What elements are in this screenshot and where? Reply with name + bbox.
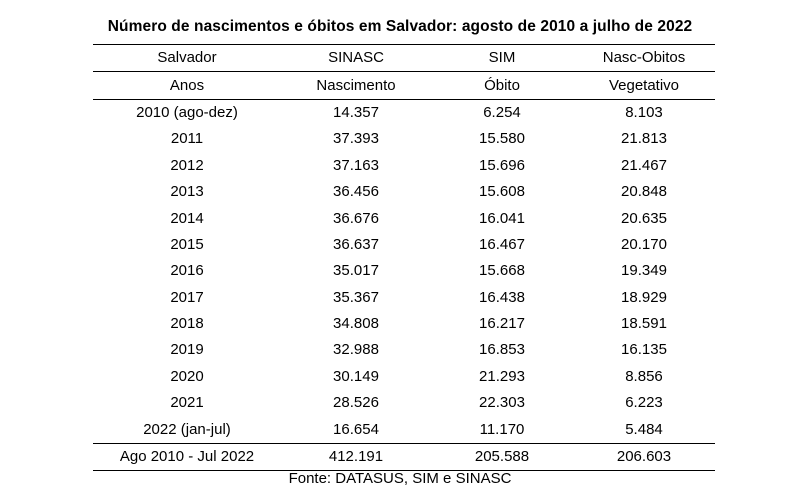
table-row xyxy=(93,99,715,126)
growth-cell: 18.591 xyxy=(621,315,667,333)
births-cell: 37.393 xyxy=(333,130,379,148)
total-births-cell: 412.191 xyxy=(281,443,431,470)
header-cell: Nasc-Obitos xyxy=(573,45,715,72)
growth-cell: 20.170 xyxy=(621,235,667,253)
births-deaths-table xyxy=(93,44,715,471)
header-cell: Vegetativo xyxy=(573,72,715,99)
births-cell: 35.367 xyxy=(333,288,379,306)
year-cell: 2019 xyxy=(170,341,204,359)
growth-cell: 21.467 xyxy=(621,156,667,174)
year-cell: 2016 xyxy=(170,262,204,280)
header-cell: Salvador xyxy=(93,45,281,72)
year-cell: 2014 xyxy=(170,209,204,227)
table-row xyxy=(93,390,715,416)
deaths-cell: 15.608 xyxy=(479,183,525,201)
table-row xyxy=(93,232,715,258)
table-row xyxy=(93,179,715,205)
year-cell: 2012 xyxy=(170,156,204,174)
deaths-cell: 16.853 xyxy=(479,341,525,359)
growth-cell: 16.135 xyxy=(621,341,667,359)
table-row xyxy=(93,126,715,152)
total-deaths-cell: 205.588 xyxy=(431,443,573,470)
source-note: Fonte: DATASUS, SIM e SINASC xyxy=(288,470,512,487)
births-cell: 36.637 xyxy=(333,235,379,253)
table-row xyxy=(93,416,715,443)
header-cell: Anos xyxy=(93,72,281,99)
year-cell: 2022 (jan-jul) xyxy=(143,420,231,438)
growth-cell: 21.813 xyxy=(621,130,667,148)
growth-cell: 18.929 xyxy=(621,288,667,306)
deaths-cell: 16.217 xyxy=(479,315,525,333)
table-row xyxy=(93,205,715,231)
births-cell: 28.526 xyxy=(333,394,379,412)
births-cell: 32.988 xyxy=(333,341,379,359)
growth-cell: 8.856 xyxy=(625,367,663,385)
table-row xyxy=(93,364,715,390)
births-cell: 36.676 xyxy=(333,209,379,227)
deaths-cell: 16.438 xyxy=(479,288,525,306)
total-growth-cell: 206.603 xyxy=(573,443,715,470)
deaths-cell: 16.041 xyxy=(479,209,525,227)
year-cell: 2017 xyxy=(170,288,204,306)
table-row xyxy=(93,285,715,311)
header-row-source xyxy=(93,45,715,72)
births-cell: 30.149 xyxy=(333,367,379,385)
year-cell: 2015 xyxy=(170,235,204,253)
table-row xyxy=(93,153,715,179)
deaths-cell: 15.580 xyxy=(479,130,525,148)
deaths-cell: 21.293 xyxy=(479,367,525,385)
total-row xyxy=(93,443,715,470)
growth-cell: 8.103 xyxy=(573,99,715,126)
header-cell: Óbito xyxy=(431,72,573,99)
births-cell: 16.654 xyxy=(333,420,379,438)
deaths-cell: 22.303 xyxy=(479,394,525,412)
deaths-cell: 11.170 xyxy=(479,420,525,438)
growth-cell: 6.223 xyxy=(625,394,663,412)
year-cell: 2011 xyxy=(170,130,204,148)
growth-cell: 19.349 xyxy=(621,262,667,280)
growth-cell: 5.484 xyxy=(625,420,663,438)
table-row xyxy=(93,258,715,284)
growth-cell: 20.848 xyxy=(621,183,667,201)
deaths-cell: 15.696 xyxy=(479,156,525,174)
header-cell: SIM xyxy=(431,45,573,72)
header-cell: SINASC xyxy=(281,45,431,72)
year-cell: 2020 xyxy=(170,367,204,385)
total-period-cell: Ago 2010 - Jul 2022 xyxy=(93,443,281,470)
year-cell: 2013 xyxy=(170,183,204,201)
growth-cell: 20.635 xyxy=(621,209,667,227)
year-cell: 2021 xyxy=(170,394,204,412)
births-cell: 36.456 xyxy=(333,183,379,201)
deaths-cell: 6.254 xyxy=(431,99,573,126)
year-cell: 2010 (ago-dez) xyxy=(93,99,281,126)
deaths-cell: 16.467 xyxy=(479,235,525,253)
births-cell: 37.163 xyxy=(333,156,379,174)
year-cell: 2018 xyxy=(170,315,204,333)
table-row xyxy=(93,337,715,363)
header-cell: Nascimento xyxy=(281,72,431,99)
births-cell: 34.808 xyxy=(333,315,379,333)
table-title: Número de nascimentos e óbitos em Salvador: agosto de 2010 a julho de 2022 xyxy=(107,18,693,35)
births-cell: 14.357 xyxy=(281,99,431,126)
table-row xyxy=(93,311,715,337)
births-cell: 35.017 xyxy=(333,262,379,280)
header-row-measure xyxy=(93,72,715,99)
deaths-cell: 15.668 xyxy=(479,262,525,280)
